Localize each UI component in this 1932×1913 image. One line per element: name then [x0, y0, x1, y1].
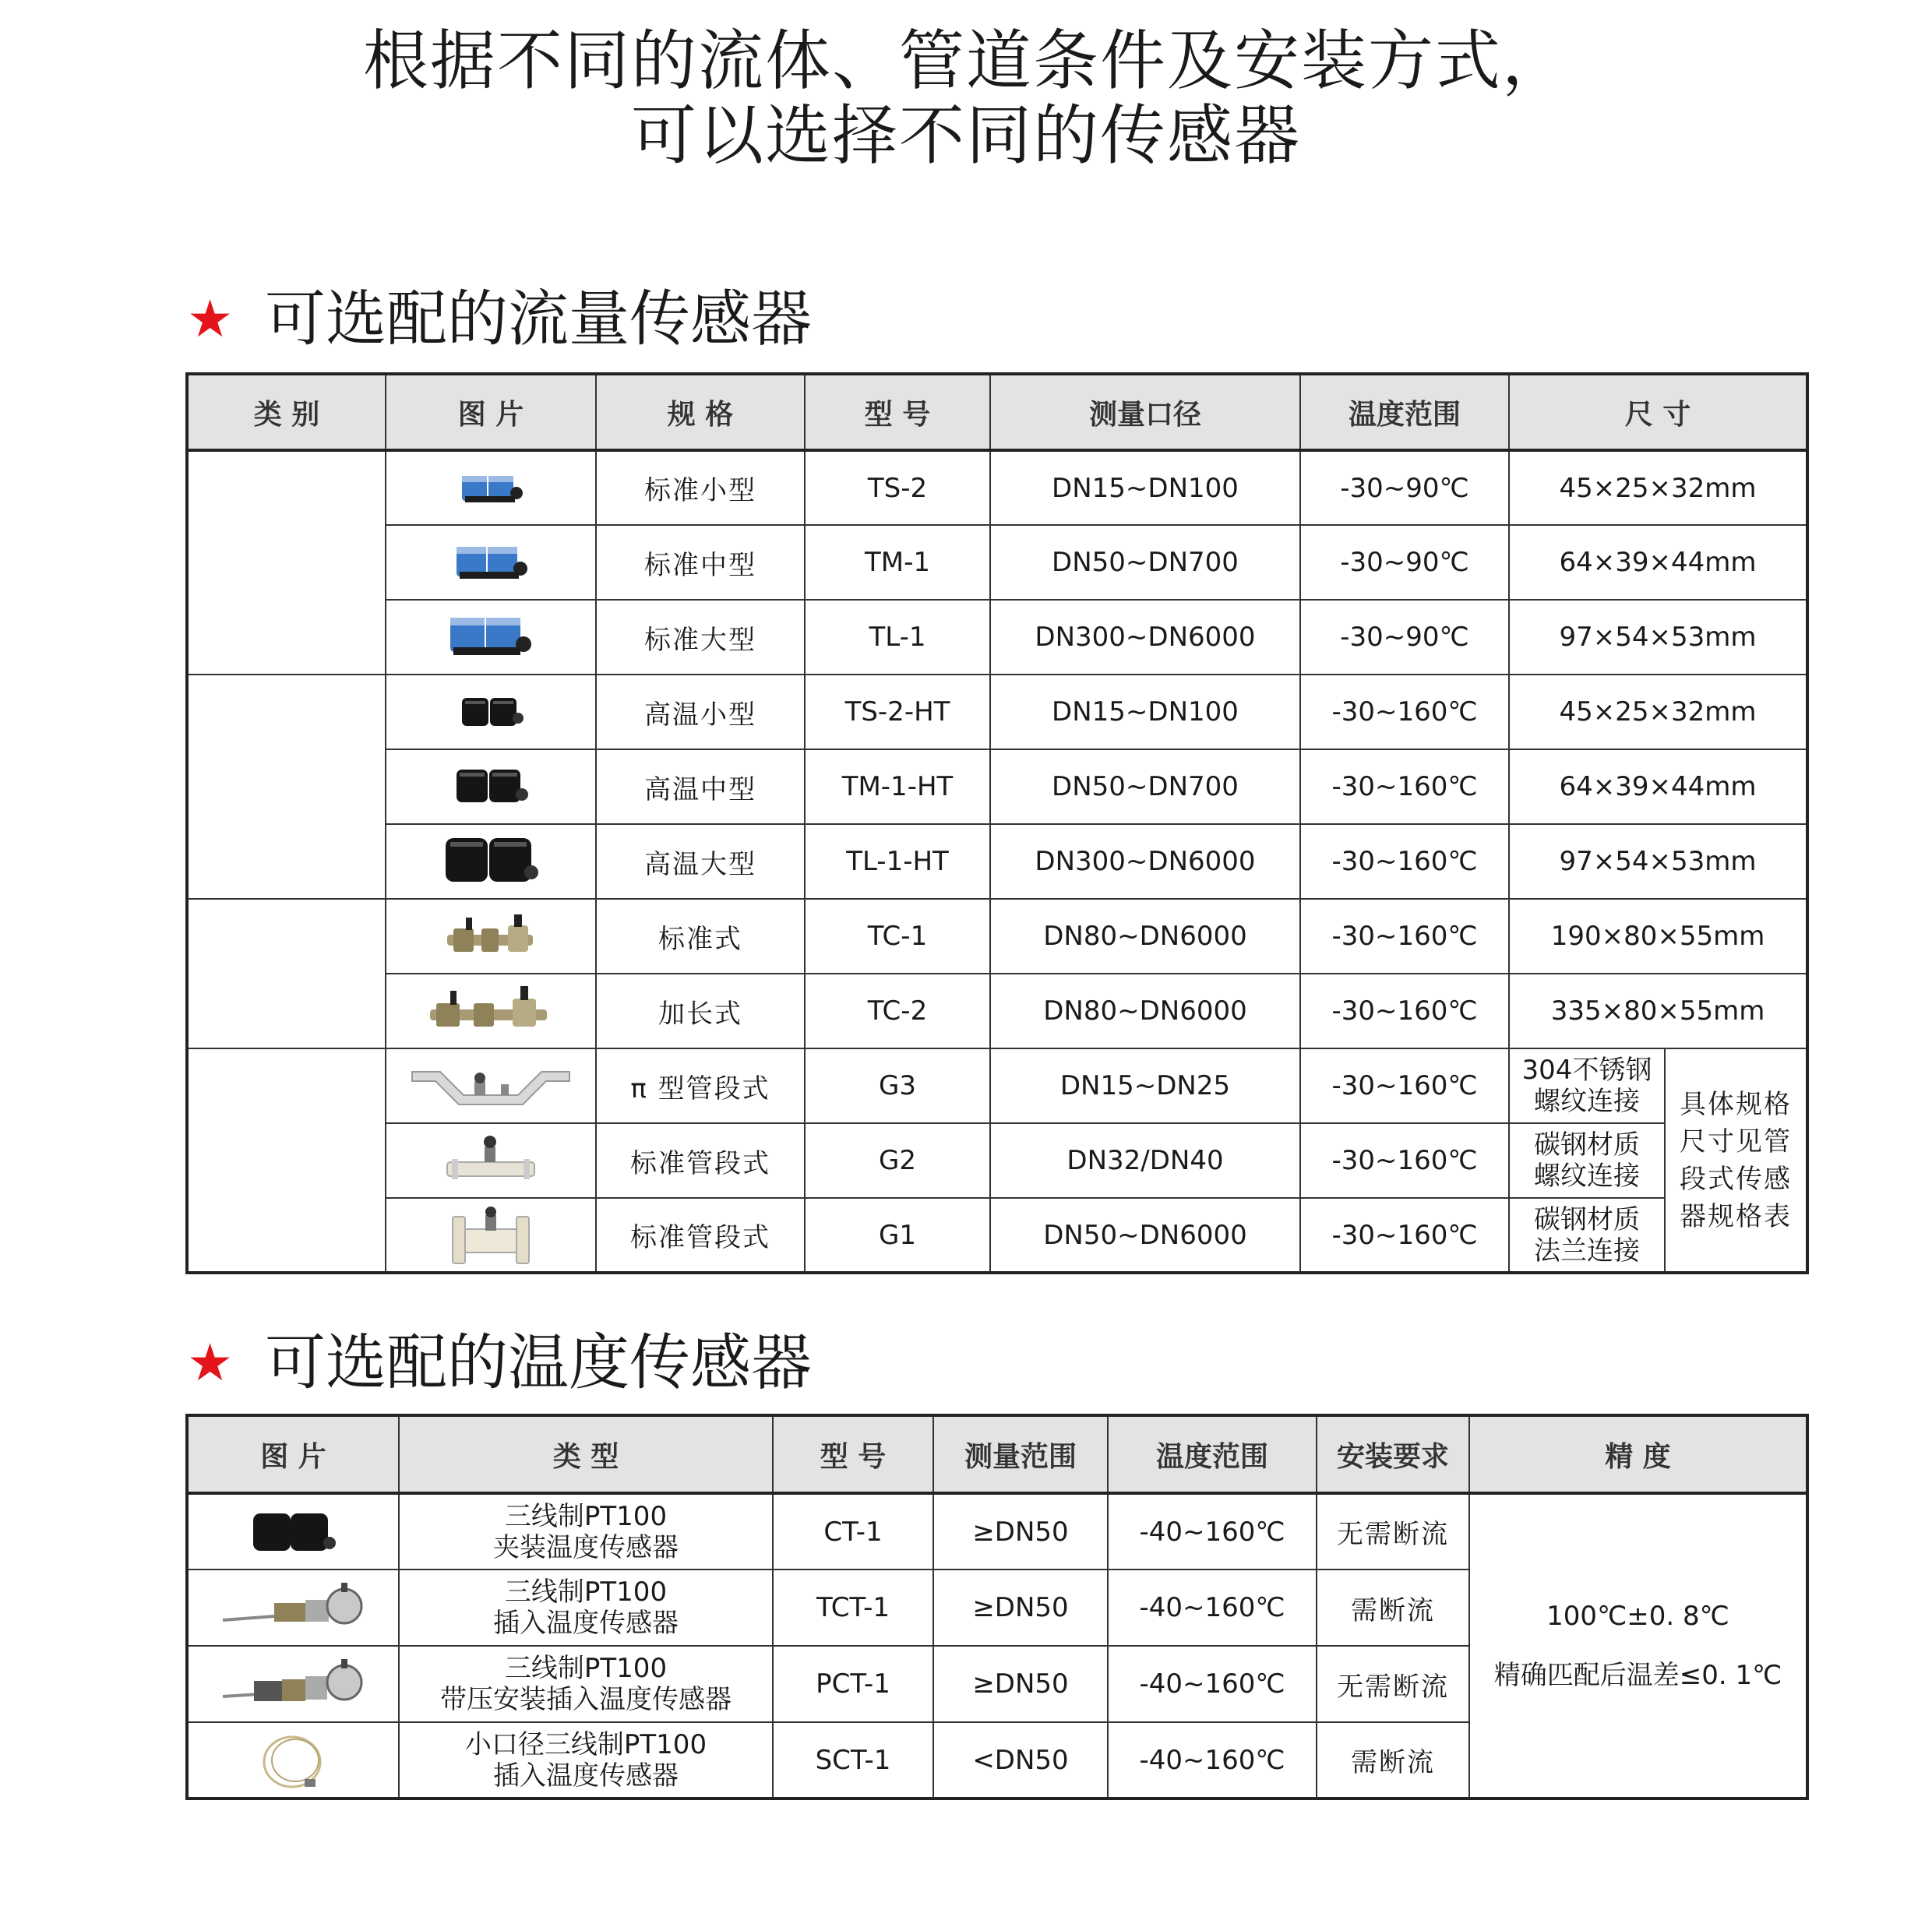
flow-table-header-row [187, 374, 1807, 450]
model-cell: TS-2-HT [805, 675, 990, 749]
category-cell-standard [187, 450, 386, 675]
standard-pipe-sensor-icon [444, 1133, 538, 1189]
spec-cell: 标准小型 [596, 450, 805, 525]
temp-cell: -30~160℃ [1300, 675, 1509, 749]
material-line-2: 螺纹连接 [1534, 1161, 1640, 1192]
type-cell [399, 1646, 773, 1722]
header-measure-range: 测量范围 [933, 1415, 1108, 1493]
sensor-image [386, 1123, 596, 1198]
precision-cell [1469, 1493, 1807, 1799]
caliber-cell: DN50~DN700 [990, 749, 1300, 824]
table-row [187, 450, 1807, 525]
header-type: 类 型 [399, 1415, 773, 1493]
caliber-cell: DN80~DN6000 [990, 974, 1300, 1048]
black-clamp-sensor-icon [452, 762, 530, 812]
range-cell: <DN50 [933, 1722, 1108, 1799]
temp-table-header-row [187, 1415, 1807, 1493]
temp-cell: -30~90℃ [1300, 525, 1509, 600]
size-cell: 45×25×32mm [1509, 675, 1807, 749]
caliber-cell: DN50~DN700 [990, 525, 1300, 600]
temp-cell: -30~160℃ [1300, 1048, 1509, 1123]
header-picture: 图 片 [386, 374, 596, 450]
size-cell: 97×54×53mm [1509, 824, 1807, 899]
model-cell: TCT-1 [773, 1570, 933, 1646]
headline-line-1: 根据不同的流体、管道条件及安装方式， [362, 23, 1569, 99]
temp-cell: -30~90℃ [1300, 450, 1509, 525]
red-star-icon: ★ [187, 289, 234, 349]
temp-cell: -30~160℃ [1300, 974, 1509, 1048]
pipe-spec-note-cell [1665, 1048, 1807, 1273]
header-temp-range: 温度范围 [1108, 1415, 1317, 1493]
caliber-cell: DN15~DN100 [990, 450, 1300, 525]
temp-cell: -40~160℃ [1108, 1570, 1317, 1646]
precision-line-2: 精确匹配后温差≤0. 1℃ [1493, 1660, 1782, 1691]
type-line-1: 三线制PT100 [504, 1500, 668, 1532]
pressure-insertion-temp-sensor-icon [220, 1656, 368, 1712]
caliber-cell: DN80~DN6000 [990, 899, 1300, 974]
small-caliber-temp-sensor-icon [255, 1729, 333, 1791]
red-star-icon: ★ [187, 1333, 234, 1393]
material-cell [1509, 1198, 1665, 1273]
model-cell: TL-1-HT [805, 824, 990, 899]
model-cell: CT-1 [773, 1493, 933, 1570]
temp-cell: -40~160℃ [1108, 1646, 1317, 1722]
flow-section-title [187, 284, 812, 354]
flow-section-title-text: 可选配的流量传感器 [265, 284, 813, 354]
sensor-image [386, 824, 596, 899]
sensor-image [386, 749, 596, 824]
type-line-1: 三线制PT100 [504, 1653, 668, 1684]
material-line-2: 法兰连接 [1534, 1235, 1640, 1267]
type-line-1: 小口径三线制PT100 [464, 1728, 707, 1760]
temp-cell: -30~160℃ [1300, 749, 1509, 824]
type-cell [399, 1570, 773, 1646]
extended-insertion-sensor-icon [427, 983, 555, 1039]
size-cell: 45×25×32mm [1509, 450, 1807, 525]
sensor-image [386, 525, 596, 600]
size-cell: 190×80×55mm [1509, 899, 1807, 974]
temp-cell: -30~160℃ [1300, 1123, 1509, 1198]
temp-cell: -40~160℃ [1108, 1493, 1317, 1570]
sensor-image [187, 1493, 399, 1570]
blue-clamp-sensor-icon [447, 610, 534, 664]
sensor-image [386, 450, 596, 525]
size-cell: 64×39×44mm [1509, 749, 1807, 824]
pi-pipe-sensor-icon [409, 1061, 573, 1111]
range-cell: ≥DN50 [933, 1646, 1108, 1722]
temp-cell: -30~160℃ [1300, 1198, 1509, 1273]
sensor-image [386, 600, 596, 675]
flow-sensor-table [185, 372, 1809, 1274]
type-cell [399, 1722, 773, 1799]
material-cell [1509, 1123, 1665, 1198]
caliber-cell: DN15~DN100 [990, 675, 1300, 749]
flanged-pipe-sensor-icon [448, 1206, 534, 1265]
header-size: 尺 寸 [1509, 374, 1807, 450]
model-cell: G2 [805, 1123, 990, 1198]
spec-cell: 高温大型 [596, 824, 805, 899]
spec-cell: 标准管段式 [596, 1198, 805, 1273]
sensor-image [187, 1646, 399, 1722]
type-line-2: 夹装温度传感器 [493, 1531, 679, 1563]
model-cell: TM-1 [805, 525, 990, 600]
table-row [187, 1493, 1807, 1570]
type-cell [399, 1493, 773, 1570]
spec-cell: π 型管段式 [596, 1048, 805, 1123]
install-cell: 无需断流 [1317, 1646, 1469, 1722]
clamp-temp-sensor-icon [249, 1504, 339, 1560]
sensor-image [386, 1048, 596, 1123]
table-row [187, 899, 1807, 974]
caliber-cell: DN300~DN6000 [990, 824, 1300, 899]
temp-cell: -30~90℃ [1300, 600, 1509, 675]
spec-cell: 高温小型 [596, 675, 805, 749]
caliber-cell: DN300~DN6000 [990, 600, 1300, 675]
size-cell: 97×54×53mm [1509, 600, 1807, 675]
temp-cell: -30~160℃ [1300, 899, 1509, 974]
temp-cell: -30~160℃ [1300, 824, 1509, 899]
headline [0, 23, 1932, 173]
type-line-2: 插入温度传感器 [493, 1608, 679, 1639]
category-cell-pipe [187, 1048, 386, 1273]
table-row [187, 824, 1807, 899]
material-line-1: 304不锈钢 [1521, 1055, 1652, 1086]
header-model: 型 号 [805, 374, 990, 450]
install-cell: 需断流 [1317, 1722, 1469, 1799]
table-row [187, 1198, 1807, 1273]
model-cell: PCT-1 [773, 1646, 933, 1722]
insertion-sensor-icon [442, 911, 539, 961]
header-precision: 精 度 [1469, 1415, 1807, 1493]
caliber-cell: DN50~DN6000 [990, 1198, 1300, 1273]
table-row [187, 974, 1807, 1048]
table-row [187, 1048, 1807, 1123]
range-cell: ≥DN50 [933, 1493, 1108, 1570]
sensor-image [386, 1198, 596, 1273]
model-cell: SCT-1 [773, 1722, 933, 1799]
category-cell-insertion [187, 899, 386, 1048]
model-cell: TC-1 [805, 899, 990, 974]
material-line-1: 碳钢材质 [1534, 1129, 1640, 1161]
model-cell: TL-1 [805, 600, 990, 675]
type-line-1: 三线制PT100 [504, 1577, 668, 1608]
table-row [187, 600, 1807, 675]
black-clamp-sensor-icon [442, 832, 539, 891]
header-model: 型 号 [773, 1415, 933, 1493]
table-row [187, 525, 1807, 600]
spec-cell: 标准大型 [596, 600, 805, 675]
headline-line-2: 可以选择不同的传感器 [630, 97, 1301, 174]
install-cell: 无需断流 [1317, 1493, 1469, 1570]
spec-cell: 标准管段式 [596, 1123, 805, 1198]
model-cell: TS-2 [805, 450, 990, 525]
temp-section-title [187, 1328, 812, 1398]
caliber-cell: DN15~DN25 [990, 1048, 1300, 1123]
size-cell: 335×80×55mm [1509, 974, 1807, 1048]
header-caliber: 测量口径 [990, 374, 1300, 450]
black-clamp-sensor-icon [456, 689, 526, 735]
temp-cell: -40~160℃ [1108, 1722, 1317, 1799]
spec-cell: 加长式 [596, 974, 805, 1048]
model-cell: TM-1-HT [805, 749, 990, 824]
pipe-note-line-4: 器规格表 [1680, 1200, 1792, 1232]
precision-line-1: 100℃±0. 8℃ [1546, 1601, 1729, 1632]
sensor-image [187, 1722, 399, 1799]
spec-cell: 标准中型 [596, 525, 805, 600]
temp-section-title-text: 可选配的温度传感器 [265, 1328, 813, 1398]
insertion-temp-sensor-icon [220, 1580, 368, 1636]
header-picture: 图 片 [187, 1415, 399, 1493]
table-row [187, 1123, 1807, 1198]
type-line-2: 插入温度传感器 [493, 1760, 679, 1791]
install-cell: 需断流 [1317, 1570, 1469, 1646]
table-row [187, 749, 1807, 824]
sensor-image [386, 974, 596, 1048]
model-cell: G1 [805, 1198, 990, 1273]
model-cell: TC-2 [805, 974, 990, 1048]
sensor-image [386, 675, 596, 749]
header-temp-range: 温度范围 [1300, 374, 1509, 450]
material-line-2: 螺纹连接 [1534, 1086, 1640, 1117]
type-line-2: 带压安装插入温度传感器 [440, 1684, 732, 1715]
material-line-1: 碳钢材质 [1534, 1203, 1640, 1235]
range-cell: ≥DN50 [933, 1570, 1108, 1646]
model-cell: G3 [805, 1048, 990, 1123]
pipe-note-line-3: 段式传感 [1680, 1163, 1792, 1195]
table-row [187, 675, 1807, 749]
size-cell: 64×39×44mm [1509, 525, 1807, 600]
header-spec: 规 格 [596, 374, 805, 450]
blue-clamp-sensor-icon [452, 537, 530, 587]
sensor-image [187, 1570, 399, 1646]
caliber-cell: DN32/DN40 [990, 1123, 1300, 1198]
pipe-note-line-2: 尺寸见管 [1680, 1126, 1792, 1157]
pipe-note-line-1: 具体规格 [1680, 1088, 1792, 1120]
blue-clamp-sensor-icon [456, 465, 526, 512]
material-cell [1509, 1048, 1665, 1123]
header-category: 类 别 [187, 374, 386, 450]
header-install: 安装要求 [1317, 1415, 1469, 1493]
spec-cell: 高温中型 [596, 749, 805, 824]
temp-sensor-table [185, 1414, 1809, 1800]
sensor-image [386, 899, 596, 974]
category-cell-high-temp [187, 675, 386, 899]
spec-cell: 标准式 [596, 899, 805, 974]
